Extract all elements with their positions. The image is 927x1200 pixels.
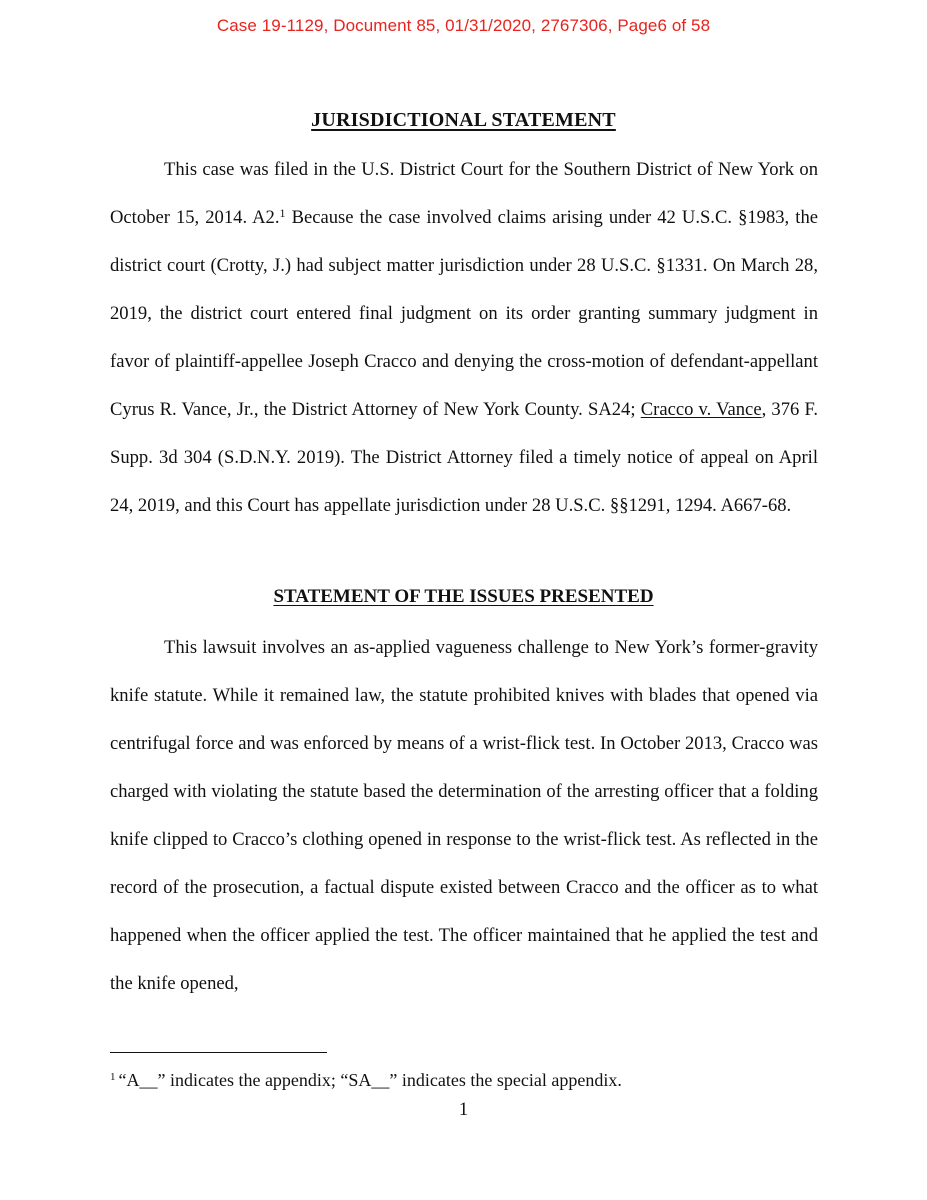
footnote bbox=[110, 1068, 818, 1092]
issues-presented-heading: STATEMENT OF THE ISSUES PRESENTED bbox=[273, 586, 654, 607]
paragraph-text-part-b: Because the case involved claims arising under 42 U.S.C. §1983, the district court (Crotty, J.) had subject matter jurisdiction under 28 U.S.C. §1331. On March 28, 2019, the district court entered final judgment on its order granting summary judgment in favor of plaintiff-appellee Joseph Cracco and denying the cross-motion of defendant-appellant Cyrus R. Vance, Jr., the District Attorney of New York County. SA24; bbox=[110, 207, 818, 420]
court-filing-stamp: Case 19-1129, Document 85, 01/31/2020, 2767306, Page6 of 58 bbox=[216, 16, 711, 35]
issues-presented-paragraph bbox=[110, 624, 818, 1008]
footnote-mark: 1 bbox=[110, 1071, 116, 1083]
paragraph-text-part-c: , 376 F. Supp. 3d 304 (S.D.N.Y. 2019). The District Attorney filed a timely notice of appeal on April 24, 2019, and this Court has appellate jurisdiction under 28 U.S.C. §§1291, 1294. A667-68. bbox=[110, 399, 818, 516]
case-citation: Cracco v. Vance bbox=[640, 399, 762, 420]
issues-paragraph-text: This lawsuit involves an as-applied vagueness challenge to New York’s former-gravity knife statute. While it remained law, the statute prohibited knives with blades that opened via centrifugal force and was enforced by means of a wrist-flick test. In October 2013, Cracco was charged with violating the statute based the determination of the arresting officer that a folding knife clipped to Cracco’s clothing opened in response to the wrist-flick test. As reflected in the record of the prosecution, a factual dispute existed between Cracco and the officer as to what happened when the officer applied the test. The officer maintained that he applied the test and the knife opened, bbox=[110, 637, 818, 994]
jurisdictional-statement-paragraph bbox=[110, 146, 818, 530]
jurisdictional-statement-heading: JURISDICTIONAL STATEMENT bbox=[311, 109, 616, 131]
footnote-reference: 1 bbox=[279, 206, 286, 220]
page-number: 1 bbox=[458, 1099, 469, 1120]
paragraph-text-part-a: This case was filed in the U.S. District Court for the Southern District of New York on October 15, 2014. A2. bbox=[110, 159, 818, 228]
footnote-text: “A__” indicates the appendix; “SA__” indicates the special appendix. bbox=[118, 1070, 622, 1090]
footnote-separator bbox=[110, 1052, 327, 1053]
